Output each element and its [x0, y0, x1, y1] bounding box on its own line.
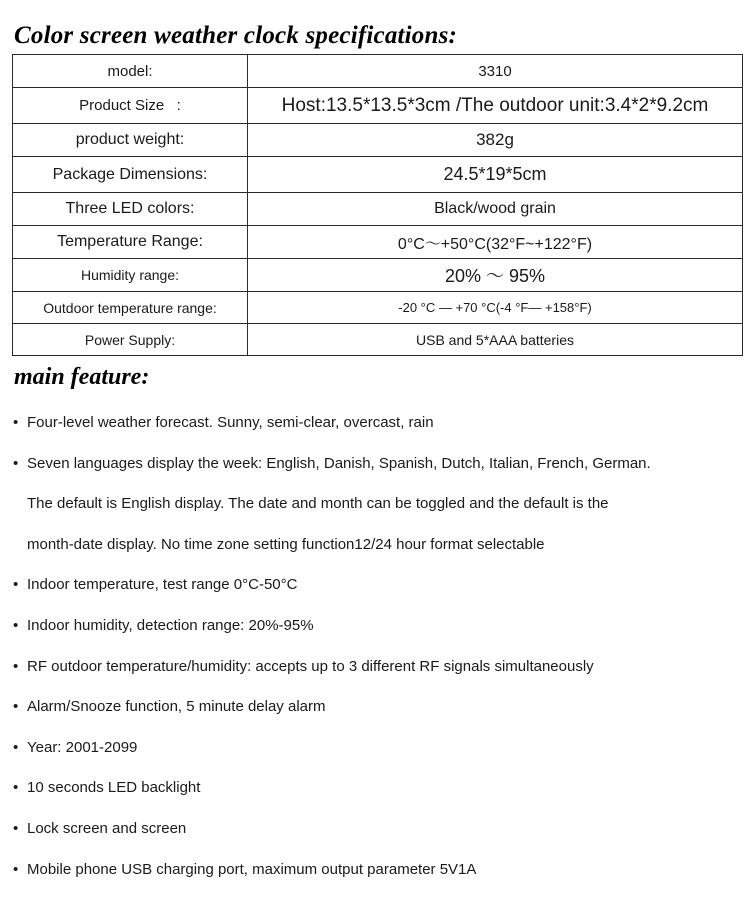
feature-item	[0, 728, 750, 769]
feature-text: Lock screen and screen	[27, 819, 187, 837]
bullet-icon: •	[13, 698, 19, 716]
feature-item	[0, 850, 750, 891]
bullet-icon: •	[13, 819, 19, 837]
spec-label: Power Supply:	[13, 324, 248, 356]
bullet-icon: •	[13, 860, 19, 878]
spec-label: Temperature Range:	[13, 226, 248, 259]
spec-row-outdoor-temperature	[13, 292, 743, 324]
spec-label: Three LED colors:	[13, 193, 248, 226]
feature-item	[0, 444, 750, 566]
spec-value: -20 °C — +70 °C(-4 °F— +158°F)	[248, 292, 743, 324]
spec-value: 382g	[248, 124, 743, 157]
spec-label: Outdoor temperature range:	[13, 292, 248, 324]
bullet-icon: •	[13, 454, 19, 472]
bullet-icon: •	[13, 738, 19, 756]
spec-label: model:	[13, 55, 248, 88]
feature-text: Indoor humidity, detection range: 20%-95%	[27, 616, 314, 634]
bullet-icon: •	[13, 576, 19, 594]
feature-list	[0, 403, 750, 890]
spec-value: 20% ～ 95%	[248, 259, 743, 292]
bullet-icon: •	[13, 657, 19, 675]
feature-text: Mobile phone USB charging port, maximum output parameter 5V1A	[27, 860, 477, 878]
feature-text: Four-level weather forecast. Sunny, semi-clear, overcast, rain	[27, 414, 434, 431]
feature-text: month-date display. No time zone setting function12/24 hour format selectable	[27, 535, 545, 553]
spec-heading: Color screen weather clock specifications:	[14, 22, 458, 49]
spec-row-humidity	[13, 259, 743, 292]
feature-item	[0, 403, 750, 444]
feature-text: Alarm/Snooze function, 5 minute delay alarm	[27, 698, 326, 716]
spec-label: Humidity range:	[13, 259, 248, 292]
feature-text: 10 seconds LED backlight	[27, 779, 201, 797]
feature-item	[0, 809, 750, 850]
spec-value: 0°C～+50°C(32°F~+122°F)	[248, 226, 743, 259]
spec-row-weight	[13, 124, 743, 157]
spec-row-led-colors	[13, 193, 743, 226]
feature-text: The default is English display. The date and month can be toggled and the default is the	[27, 495, 609, 513]
feature-heading: main feature:	[14, 364, 150, 390]
feature-item	[0, 647, 750, 688]
spec-row-power-supply	[13, 324, 743, 356]
spec-value: 24.5*19*5cm	[248, 157, 743, 193]
spec-row-model	[13, 55, 743, 88]
bullet-icon: •	[13, 616, 19, 634]
spec-value: 3310	[248, 55, 743, 88]
spec-row-product-size	[13, 88, 743, 124]
spec-value: USB and 5*AAA batteries	[248, 324, 743, 356]
bullet-icon: •	[13, 414, 19, 431]
feature-text: Indoor temperature, test range 0°C-50°C	[27, 576, 298, 594]
feature-text: Seven languages display the week: English, Danish, Spanish, Dutch, Italian, French, German.	[27, 454, 651, 472]
feature-text: RF outdoor temperature/humidity: accepts up to 3 different RF signals simultaneously	[27, 657, 594, 675]
spec-label: Product Size :	[13, 88, 248, 124]
feature-item	[0, 768, 750, 809]
spec-label: product weight:	[13, 124, 248, 157]
feature-text: Year: 2001-2099	[27, 738, 138, 756]
spec-label: Package Dimensions:	[13, 157, 248, 193]
spec-row-package	[13, 157, 743, 193]
spec-value: Host:13.5*13.5*3cm /The outdoor unit:3.4*2*9.2cm	[248, 88, 743, 124]
feature-item	[0, 687, 750, 728]
bullet-icon: •	[13, 779, 19, 797]
spec-row-temperature	[13, 226, 743, 259]
feature-item	[0, 565, 750, 606]
spec-value: Black/wood grain	[248, 193, 743, 226]
spec-table	[12, 54, 743, 356]
feature-item	[0, 606, 750, 647]
